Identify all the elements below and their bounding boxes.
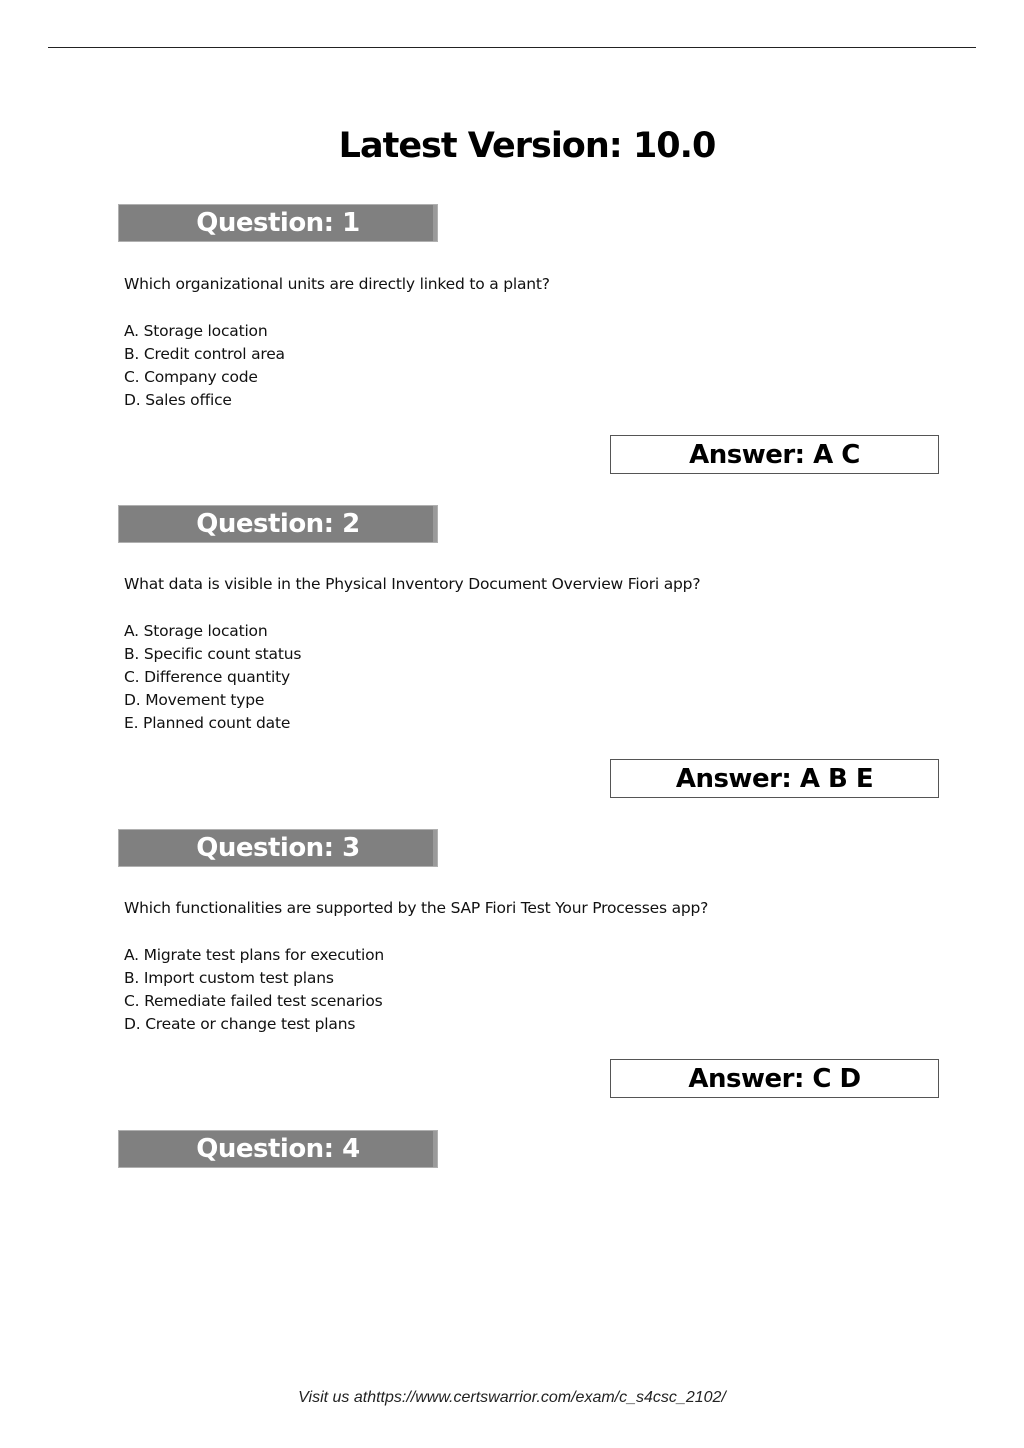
top-divider	[48, 47, 976, 48]
option: D. Create or change test plans	[124, 1015, 356, 1033]
question-3-answer: Answer: C D	[610, 1059, 939, 1098]
question-2-header: Question: 2	[118, 505, 438, 543]
option: A. Migrate test plans for execution	[124, 946, 385, 964]
option: A. Storage location	[124, 322, 268, 340]
question-3-header: Question: 3	[118, 829, 438, 867]
option: C. Difference quantity	[124, 668, 290, 686]
option: C. Company code	[124, 368, 258, 386]
footer-link[interactable]: Visit us athttps://www.certswarrior.com/exam/c_s4csc_2102/	[298, 1389, 726, 1406]
question-3-text: Which functionalities are supported by the SAP Fiori Test Your Processes app?	[124, 899, 709, 917]
page-title: Latest Version: 10.0	[338, 126, 716, 166]
question-1-answer: Answer: A C	[610, 435, 939, 474]
question-2-text: What data is visible in the Physical Inventory Document Overview Fiori app?	[124, 575, 701, 593]
question-1-header: Question: 1	[118, 204, 438, 242]
option: E. Planned count date	[124, 714, 291, 732]
option: B. Import custom test plans	[124, 969, 334, 987]
question-1-text: Which organizational units are directly linked to a plant?	[124, 275, 550, 293]
option: A. Storage location	[124, 622, 268, 640]
question-2-options	[124, 620, 301, 735]
question-1-options	[124, 320, 285, 412]
question-4-header: Question: 4	[118, 1130, 438, 1168]
question-3-options	[124, 944, 384, 1036]
option: C. Remediate failed test scenarios	[124, 992, 383, 1010]
option: B. Specific count status	[124, 645, 302, 663]
option: D. Movement type	[124, 691, 265, 709]
question-2-answer: Answer: A B E	[610, 759, 939, 798]
option: B. Credit control area	[124, 345, 285, 363]
option: D. Sales office	[124, 391, 232, 409]
